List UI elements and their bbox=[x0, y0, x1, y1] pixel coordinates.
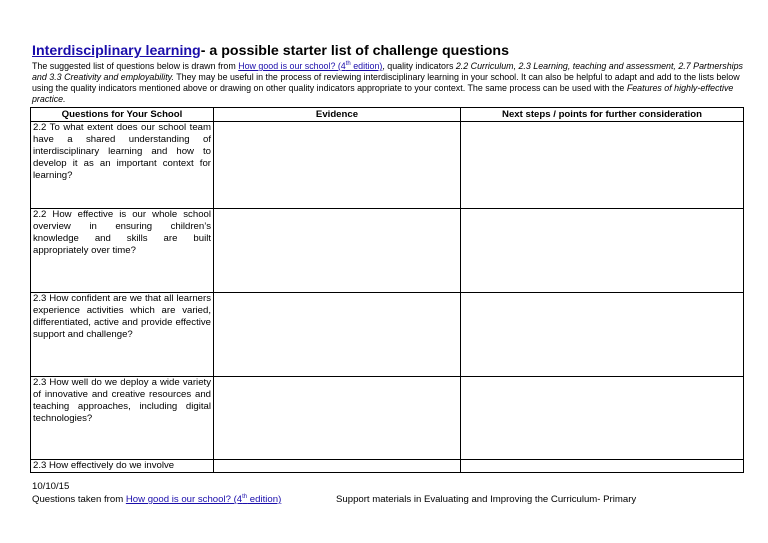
intro-text-1: The suggested list of questions below is drawn from bbox=[32, 61, 239, 71]
table-row bbox=[31, 460, 744, 473]
intro-text-3: They may be useful in the process of reviewing interdisciplinary learning in your school. It can also be helpful to adapt and add to the lists below using the quality indicators mentioned above or drawing on other quality indicators appropriate to your context. The same process can be used with the bbox=[32, 72, 740, 93]
evidence-cell[interactable] bbox=[214, 377, 461, 460]
hgios-link-sup: th bbox=[345, 61, 351, 68]
evidence-cell[interactable] bbox=[214, 293, 461, 377]
footer-support bbox=[336, 494, 636, 505]
next-steps-cell[interactable] bbox=[461, 122, 744, 209]
table-row bbox=[31, 122, 744, 209]
next-steps-cell[interactable] bbox=[461, 377, 744, 460]
intro-paragraph bbox=[32, 61, 744, 105]
header-next-steps: Next steps / points for further consideration bbox=[461, 108, 744, 122]
table-row bbox=[31, 293, 744, 377]
footer-hgios-link[interactable] bbox=[126, 494, 281, 505]
hgios-link-close: edition) bbox=[350, 61, 383, 71]
question-cell: 2.2 To what extent does our school team have a shared understanding of interdisciplinary learning and how to develop it as an important context for learning? bbox=[31, 122, 214, 209]
question-cell: 2.3 How effectively do we involve bbox=[31, 460, 214, 473]
footer-source-prefix: Questions taken from bbox=[32, 494, 126, 505]
intro-text-2: , quality indicators bbox=[382, 61, 456, 71]
quality-indicators-text: 2.2 Curriculum, 2.3 Learning, teaching and assessment, 2.7 Partnerships and 3.3 Creativity and employability. bbox=[32, 61, 743, 82]
title-link[interactable]: Interdisciplinary learning bbox=[32, 43, 201, 59]
table-row bbox=[31, 209, 744, 293]
footer-hgios-link-text: How good is our school? (4 bbox=[125, 494, 243, 505]
evidence-cell[interactable] bbox=[214, 209, 461, 293]
footer-source bbox=[32, 494, 281, 506]
table-row bbox=[31, 377, 744, 460]
challenge-questions-table bbox=[30, 107, 744, 473]
footer-date: 10/10/15 bbox=[32, 481, 70, 492]
table-header-row bbox=[31, 108, 744, 122]
hgios-link-text: How good is our school? (4 bbox=[238, 61, 346, 71]
footer-support-link[interactable]: Evaluating and Improving the Curriculum- Primary bbox=[423, 494, 637, 505]
header-evidence: Evidence bbox=[214, 108, 461, 122]
question-cell: 2.2 How effective is our whole school overview in ensuring children’s knowledge and skills are built appropriately over time? bbox=[31, 209, 214, 293]
next-steps-cell[interactable] bbox=[461, 209, 744, 293]
question-cell: 2.3 How well do we deploy a wide variety of innovative and creative resources and teaching approaches, including digital technologies? bbox=[31, 377, 214, 460]
title-rest: - a possible starter list of challenge questions bbox=[200, 43, 509, 59]
next-steps-cell[interactable] bbox=[461, 460, 744, 473]
header-questions: Questions for Your School bbox=[31, 108, 214, 122]
next-steps-cell[interactable] bbox=[461, 293, 744, 377]
features-text: Features of highly-effective practice. bbox=[32, 83, 734, 104]
footer-hgios-link-close: edition) bbox=[247, 494, 282, 505]
hgios-link[interactable] bbox=[238, 61, 382, 71]
evidence-cell[interactable] bbox=[214, 460, 461, 473]
question-cell: 2.3 How confident are we that all learners experience activities which are varied, differentiated, active and provide effective support and challenge? bbox=[31, 293, 214, 377]
evidence-cell[interactable] bbox=[214, 122, 461, 209]
footer-support-prefix: Support materials in bbox=[336, 494, 424, 505]
footer-hgios-link-sup: th bbox=[242, 493, 248, 500]
page-title bbox=[32, 43, 742, 59]
